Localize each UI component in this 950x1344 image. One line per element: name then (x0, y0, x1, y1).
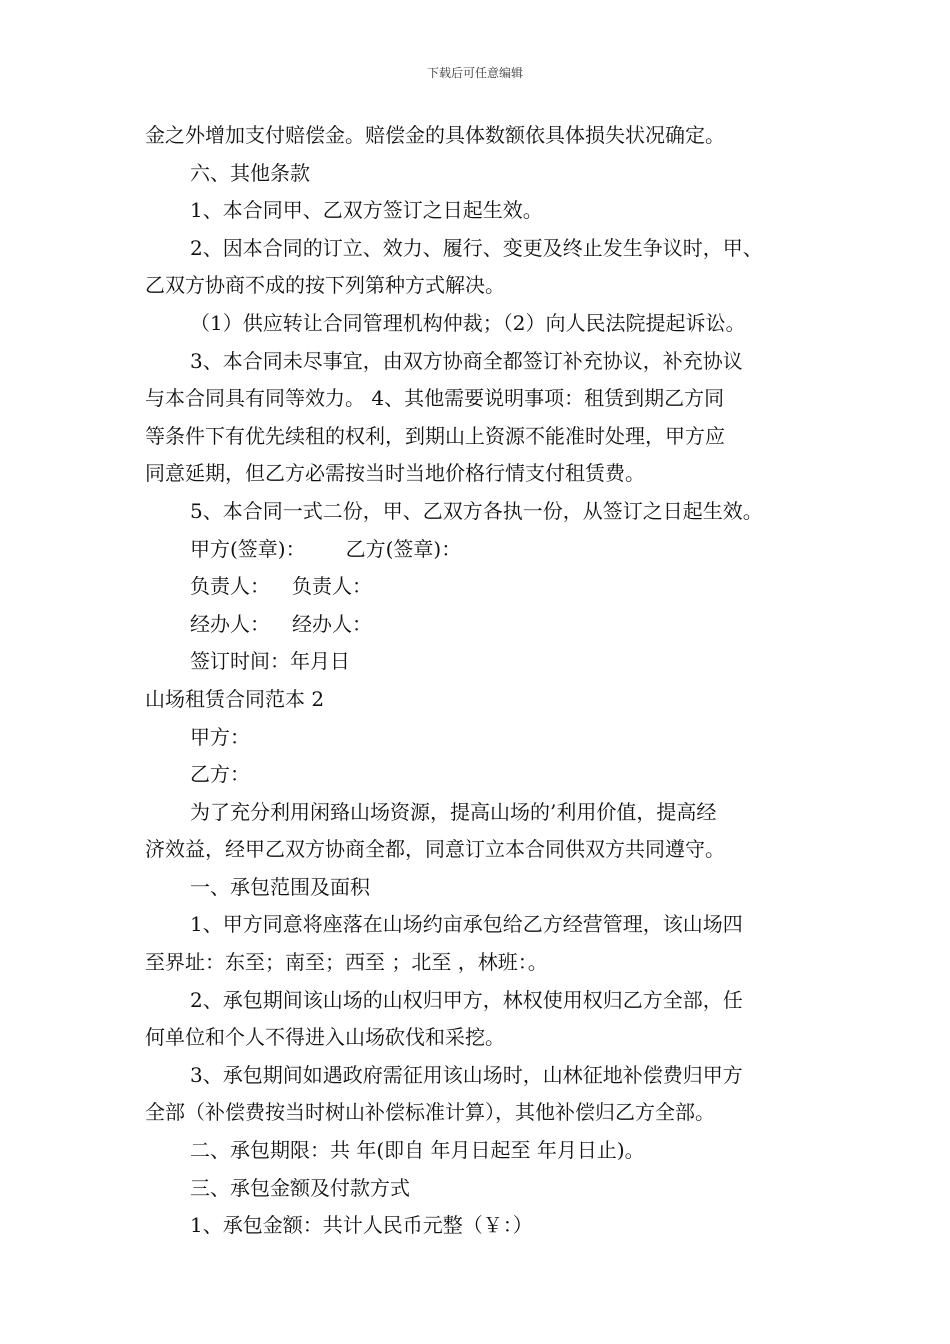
party-b-seal-label: 乙方(签章)： (345, 536, 462, 561)
page-header-note: 下载后可任意编辑 (426, 66, 523, 80)
clause: 1、承包金额：共计人民币元整（￥：） (190, 1213, 533, 1238)
party-b-manager-label: 负责人： (292, 574, 372, 599)
clause-line: 乙双方协商不成的按下列第种方式解决。 (145, 273, 505, 298)
section-heading: 二、承包期限：共 年(即自 年月日起至 年月日止)。 (190, 1138, 645, 1163)
clause-line: 同意延期，但乙方必需按当时当地价格行情支付租赁费。 (145, 461, 645, 486)
clause-line: 与本合同具有同等效力。 4、其他需要说明事项：租赁到期乙方同 (145, 386, 725, 411)
party-a-seal-label: 甲方(签章)： (190, 536, 306, 561)
signature-row (145, 531, 825, 569)
party-a-handler-label: 经办人： (190, 611, 270, 636)
party-a-manager-label: 负责人： (190, 574, 270, 599)
clause-line: 3、本合同未尽事宜，由双方协商全都签订补充协议，补充协议 (190, 348, 743, 373)
clause-line: 全部（补偿费按当时树山补偿标准计算），其他补偿归乙方全部。 (145, 1100, 715, 1125)
paragraph: 金之外增加支付赔偿金。赔偿金的具体数额依具体损失状况确定。 (145, 123, 725, 147)
signature-row (145, 568, 825, 606)
clause-line: 1、甲方同意将座落在山场约亩承包给乙方经营管理，该山场四 (190, 912, 743, 937)
signing-date: 签订时间：年月日 (190, 649, 350, 674)
preamble-line: 济效益，经甲乙双方协商全都，同意订立本合同供双方共同遵守。 (145, 837, 725, 862)
clause-line: 等条件下有优先续租的权利，到期山上资源不能准时处理，甲方应 (145, 423, 725, 448)
section-heading: 一、承包范围及面积 (190, 874, 370, 899)
clause: 5、本合同一式二份，甲、乙双方各执一份，从签订之日起生效。 (190, 498, 763, 523)
document-body (145, 117, 825, 1245)
clause-line: 2、承包期间该山场的山权归甲方，林权使用权归乙方全部，任 (190, 987, 743, 1012)
section-heading: 六、其他条款 (190, 160, 310, 185)
party-a-label: 甲方： (190, 724, 250, 749)
party-b-label: 乙方： (190, 762, 250, 787)
preamble-line: 为了充分利用闲臵山场资源，提高山场的’利用价值，提高经 (190, 799, 717, 824)
document-title: 山场租赁合同范本 2 (145, 686, 325, 711)
party-b-handler-label: 经办人： (292, 611, 372, 636)
clause: （1）供应转让合同管理机构仲裁；（2）向人民法院提起诉讼。 (190, 310, 746, 335)
section-heading: 三、承包金额及付款方式 (190, 1175, 410, 1200)
clause-line: 3、承包期间如遇政府需征用该山场时，山林征地补偿费归甲方 (190, 1062, 743, 1087)
clause: 1、本合同甲、乙双方签订之日起生效。 (190, 198, 543, 223)
clause-line: 至界址：东至；南至；西至 ；北至 ，林班：。 (145, 950, 548, 975)
clause-line: 2、因本合同的订立、效力、履行、变更及终止发生争议时，甲、 (190, 235, 763, 260)
clause-line: 何单位和个人不得进入山场砍伐和采挖。 (145, 1025, 505, 1050)
signature-row (145, 606, 825, 644)
